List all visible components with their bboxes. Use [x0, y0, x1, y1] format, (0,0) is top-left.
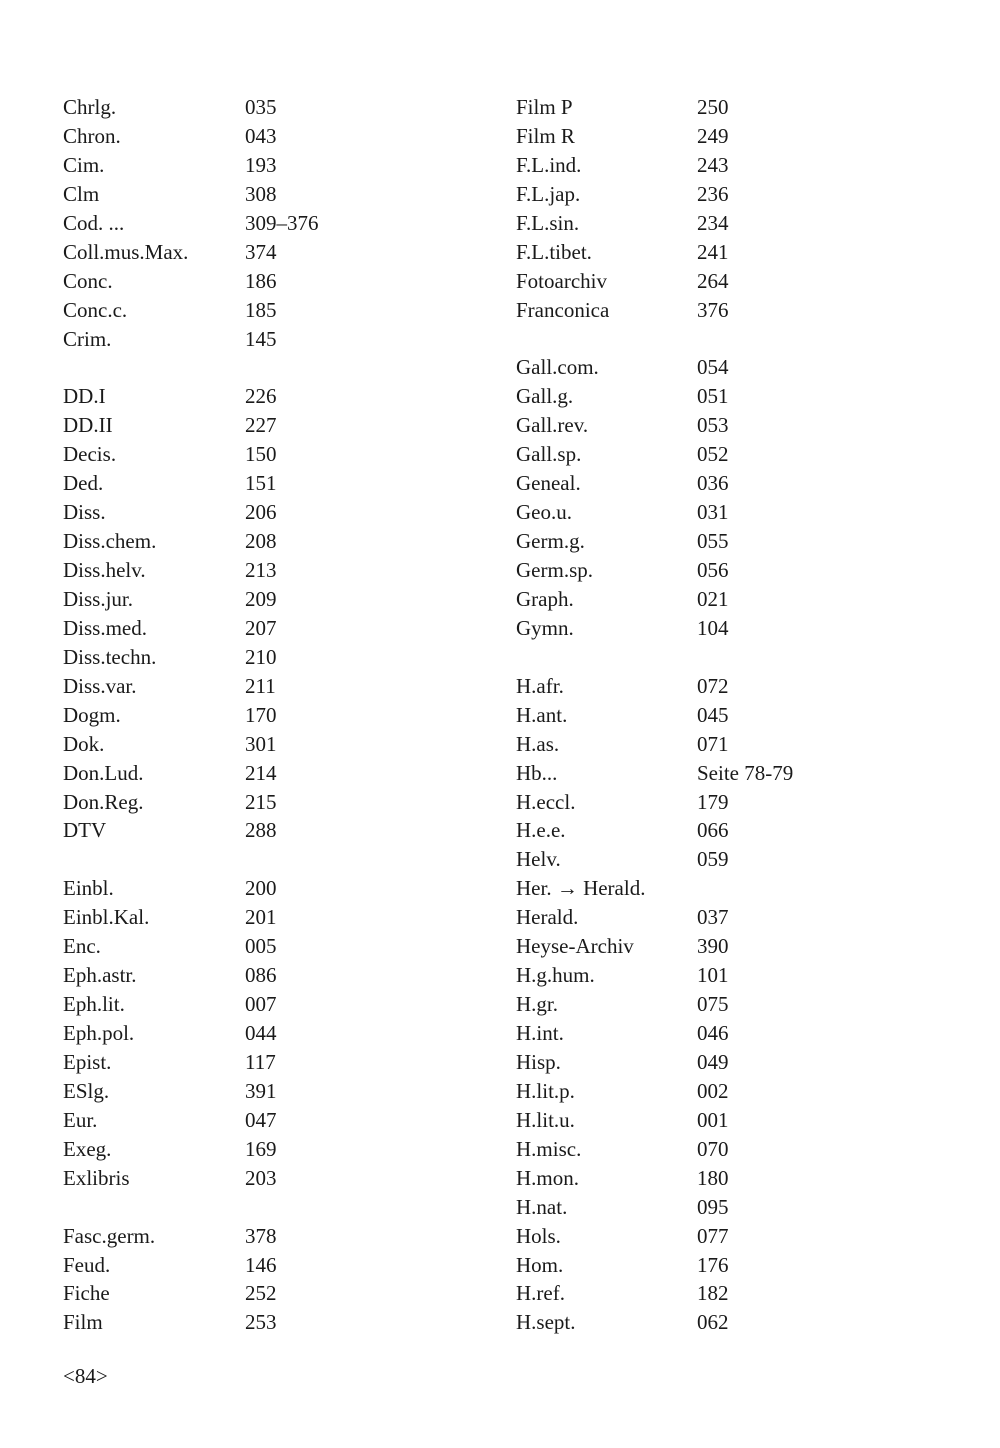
index-entry — [516, 1077, 936, 1106]
index-entry — [63, 672, 443, 701]
entry-abbreviation: Einbl. — [63, 876, 114, 901]
index-entry — [516, 353, 936, 382]
entry-abbreviation: Eph.astr. — [63, 963, 137, 988]
index-entry — [63, 498, 443, 527]
entry-code: 391 — [245, 1078, 277, 1103]
entry-abbreviation: Eph.pol. — [63, 1021, 135, 1045]
entry-abbreviation: H.misc. — [516, 1136, 582, 1161]
entry-abbreviation: Franconica — [516, 297, 610, 322]
entry-code: 241 — [697, 239, 729, 264]
entry-code: 071 — [697, 731, 729, 756]
index-entry — [63, 614, 443, 643]
entry-code: 049 — [697, 1049, 729, 1074]
entry-abbreviation: Diss.techn. — [63, 644, 157, 669]
entry-abbreviation: H.e.e. — [516, 818, 566, 843]
entry-code: 301 — [245, 731, 277, 756]
entry-abbreviation: Diss.chem. — [63, 529, 157, 554]
entry-abbreviation: Chrlg. — [63, 95, 117, 119]
index-entry — [63, 296, 443, 325]
entry-code: 035 — [245, 95, 277, 119]
entry-code: 056 — [697, 558, 729, 582]
entry-abbreviation: Hom. — [516, 1252, 564, 1277]
index-entry — [63, 1106, 443, 1135]
entry-code: 243 — [697, 152, 729, 177]
entry-code: 249 — [697, 123, 729, 148]
entry-code: 376 — [697, 297, 729, 322]
entry-code: 182 — [697, 1281, 729, 1306]
index-entry — [63, 238, 443, 267]
entry-abbreviation: Conc.c. — [63, 297, 128, 322]
entry-abbreviation: Graph. — [516, 586, 574, 611]
index-entry — [516, 238, 936, 267]
index-entry — [516, 151, 936, 180]
entry-code: 176 — [697, 1252, 729, 1277]
index-entry — [63, 1077, 443, 1106]
entry-abbreviation: Conc. — [63, 268, 113, 293]
entry-abbreviation: Germ.sp. — [516, 558, 593, 582]
entry-abbreviation: Epist. — [63, 1049, 112, 1074]
entry-abbreviation: DD.I — [63, 384, 106, 409]
entry-code: 264 — [697, 268, 729, 293]
entry-code: 211 — [245, 673, 276, 698]
entry-code: 203 — [245, 1165, 277, 1190]
entry-abbreviation: ESlg. — [63, 1078, 110, 1103]
entry-code: 117 — [245, 1049, 276, 1074]
index-entry — [516, 382, 936, 411]
index-entry — [63, 874, 443, 903]
entry-abbreviation: H.int. — [516, 1021, 564, 1045]
index-entry — [63, 903, 443, 932]
index-entry — [516, 585, 936, 614]
entry-code: 047 — [245, 1107, 277, 1132]
entry-code: 053 — [697, 413, 729, 438]
entry-code: 045 — [697, 702, 729, 727]
index-entry — [63, 267, 443, 296]
entry-abbreviation: Exeg. — [63, 1136, 112, 1161]
entry-abbreviation: Helv. — [516, 847, 561, 872]
entry-abbreviation: Gall.g. — [516, 384, 574, 409]
index-entry — [63, 440, 443, 469]
index-entry — [63, 759, 443, 788]
entry-abbreviation: H.lit.p. — [516, 1078, 575, 1103]
index-entry — [516, 1048, 936, 1077]
index-entry — [516, 990, 936, 1019]
index-entry — [63, 990, 443, 1019]
entry-abbreviation: Crim. — [63, 326, 112, 351]
entry-abbreviation: Fasc.germ. — [63, 1223, 156, 1248]
entry-code: 007 — [245, 992, 277, 1017]
entry-abbreviation: H.mon. — [516, 1165, 579, 1190]
index-entry — [63, 151, 443, 180]
index-entry — [516, 556, 936, 585]
entry-abbreviation: Hb... — [516, 760, 558, 785]
entry-code: 213 — [245, 558, 277, 582]
entry-abbreviation: Gall.rev. — [516, 413, 589, 438]
entry-code: 043 — [245, 123, 277, 148]
entry-code: 044 — [245, 1021, 277, 1045]
index-entry — [516, 1251, 936, 1280]
index-entry — [63, 556, 443, 585]
entry-code: 186 — [245, 268, 277, 293]
entry-abbreviation: Diss.jur. — [63, 586, 134, 611]
entry-code: 075 — [697, 992, 729, 1017]
entry-abbreviation: Dok. — [63, 731, 105, 756]
entry-abbreviation: H.sept. — [516, 1310, 576, 1335]
entry-code: 104 — [697, 615, 729, 640]
index-entry — [516, 932, 936, 961]
index-entry — [516, 1222, 936, 1251]
entry-code: 210 — [245, 644, 277, 669]
entry-abbreviation: Don.Lud. — [63, 760, 144, 785]
index-entry — [516, 961, 936, 990]
left-index-column — [63, 93, 443, 1337]
index-entry — [516, 1019, 936, 1048]
entry-code: 209 — [245, 586, 277, 611]
index-entry — [63, 1251, 443, 1280]
entry-code: 308 — [245, 181, 277, 206]
entry-code: 051 — [697, 384, 729, 409]
entry-abbreviation: F.L.ind. — [516, 152, 582, 177]
entry-code: 052 — [697, 442, 729, 467]
entry-abbreviation: Enc. — [63, 934, 101, 959]
entry-abbreviation: H.ref. — [516, 1281, 565, 1306]
index-entry — [516, 440, 936, 469]
entry-abbreviation: Her. → Herald. — [516, 876, 646, 901]
entry-code: 150 — [245, 442, 277, 467]
entry-abbreviation: Film R — [516, 123, 575, 148]
entry-code: 062 — [697, 1310, 729, 1335]
entry-abbreviation: Gall.com. — [516, 355, 599, 380]
index-entry — [63, 730, 443, 759]
entry-abbreviation: H.ant. — [516, 702, 568, 727]
entry-code: 101 — [697, 963, 729, 988]
entry-code: 226 — [245, 384, 277, 409]
entry-code: 253 — [245, 1310, 277, 1335]
entry-abbreviation: Diss.helv. — [63, 558, 146, 582]
entry-code: 185 — [245, 297, 277, 322]
entry-abbreviation: H.gr. — [516, 992, 558, 1017]
entry-abbreviation: Don.Reg. — [63, 789, 144, 814]
index-entry — [516, 527, 936, 556]
index-entry — [516, 411, 936, 440]
index-entry — [63, 788, 443, 817]
entry-code: 055 — [697, 529, 729, 554]
entry-code: 077 — [697, 1223, 729, 1248]
entry-abbreviation: F.L.tibet. — [516, 239, 592, 264]
entry-abbreviation: F.L.sin. — [516, 210, 580, 235]
entry-code: 086 — [245, 963, 277, 988]
index-entry — [516, 1164, 936, 1193]
entry-abbreviation: Hols. — [516, 1223, 561, 1248]
index-entry — [63, 382, 443, 411]
index-entry — [516, 672, 936, 701]
entry-code: 054 — [697, 355, 729, 380]
entry-code: 215 — [245, 789, 277, 814]
entry-abbreviation: H.lit.u. — [516, 1107, 575, 1132]
entry-abbreviation: Coll.mus.Max. — [63, 239, 189, 264]
entry-code: 031 — [697, 500, 729, 525]
index-entry — [63, 932, 443, 961]
entry-abbreviation: Exlibris — [63, 1165, 130, 1190]
entry-abbreviation: Eph.lit. — [63, 992, 125, 1017]
entry-abbreviation: Cod. ... — [63, 210, 125, 235]
index-entry — [63, 122, 443, 151]
index-entry — [516, 498, 936, 527]
index-entry — [63, 180, 443, 209]
entry-abbreviation: DD.II — [63, 413, 113, 438]
index-entry — [63, 1048, 443, 1077]
index-entry — [516, 1279, 936, 1308]
entry-code: 193 — [245, 152, 277, 177]
index-entry — [63, 1164, 443, 1193]
entry-code: 390 — [697, 934, 729, 959]
entry-abbreviation: Herald. — [516, 905, 579, 930]
entry-code: 208 — [245, 529, 277, 554]
entry-code: 201 — [245, 905, 277, 930]
section-gap — [63, 845, 443, 874]
entry-code: 207 — [245, 615, 277, 640]
section-gap — [63, 353, 443, 382]
entry-abbreviation: H.eccl. — [516, 789, 576, 814]
index-entry — [63, 1308, 443, 1337]
index-entry — [63, 643, 443, 672]
index-entry — [516, 209, 936, 238]
right-index-column — [516, 93, 936, 1337]
index-entry — [63, 411, 443, 440]
entry-abbreviation: Film — [63, 1310, 103, 1335]
section-gap — [63, 1193, 443, 1222]
index-entry — [516, 469, 936, 498]
entry-code: 200 — [245, 876, 277, 901]
entry-code: 227 — [245, 413, 277, 438]
index-entry — [63, 209, 443, 238]
entry-code: 378 — [245, 1223, 277, 1248]
entry-code: 036 — [697, 471, 729, 496]
entry-abbreviation: Ded. — [63, 471, 104, 496]
entry-abbreviation: H.nat. — [516, 1194, 568, 1219]
index-entry — [516, 267, 936, 296]
index-entry — [516, 93, 936, 122]
index-entry — [516, 1106, 936, 1135]
entry-abbreviation: DTV — [63, 818, 107, 843]
entry-abbreviation: Diss.var. — [63, 673, 137, 698]
entry-code: 072 — [697, 673, 729, 698]
index-entry — [516, 788, 936, 817]
entry-abbreviation: Einbl.Kal. — [63, 905, 150, 930]
entry-code: 234 — [697, 210, 729, 235]
entry-abbreviation: Diss. — [63, 500, 106, 525]
entry-abbreviation: Geneal. — [516, 471, 581, 496]
entry-code: 252 — [245, 1281, 277, 1306]
entry-abbreviation: F.L.jap. — [516, 181, 581, 206]
entry-abbreviation: Diss.med. — [63, 615, 147, 640]
index-entry — [516, 759, 936, 788]
index-entry — [63, 469, 443, 498]
index-entry — [516, 903, 936, 932]
index-entry — [63, 585, 443, 614]
entry-abbreviation: Fiche — [63, 1281, 110, 1306]
index-entry — [516, 816, 936, 845]
index-entry — [63, 1019, 443, 1048]
entry-code: 236 — [697, 181, 729, 206]
entry-code: Seite 78-79 — [697, 760, 794, 785]
index-entry — [516, 874, 936, 903]
entry-abbreviation: Geo.u. — [516, 500, 572, 525]
entry-abbreviation: Cim. — [63, 152, 105, 177]
entry-code: 021 — [697, 586, 729, 611]
index-entry — [63, 1222, 443, 1251]
entry-code: 146 — [245, 1252, 277, 1277]
index-entry — [516, 701, 936, 730]
entry-abbreviation: Dogm. — [63, 702, 121, 727]
index-entry — [63, 701, 443, 730]
entry-code: 309–376 — [245, 210, 319, 235]
entry-code: 288 — [245, 818, 277, 843]
entry-code: 179 — [697, 789, 729, 814]
entry-abbreviation: Gall.sp. — [516, 442, 582, 467]
entry-abbreviation: Film P — [516, 95, 573, 119]
index-entry — [516, 296, 936, 325]
index-entry — [63, 93, 443, 122]
index-entry — [63, 816, 443, 845]
entry-abbreviation: Fotoarchiv — [516, 268, 607, 293]
index-entry — [516, 845, 936, 874]
entry-abbreviation: H.g.hum. — [516, 963, 595, 988]
index-entry — [516, 180, 936, 209]
entry-code: 001 — [697, 1107, 729, 1132]
entry-code: 005 — [245, 934, 277, 959]
entry-abbreviation: Germ.g. — [516, 529, 585, 554]
entry-code: 002 — [697, 1078, 729, 1103]
entry-abbreviation: Decis. — [63, 442, 117, 467]
entry-code: 169 — [245, 1136, 277, 1161]
section-gap — [516, 325, 936, 354]
entry-abbreviation: Eur. — [63, 1107, 98, 1132]
entry-code: 374 — [245, 239, 277, 264]
entry-code: 180 — [697, 1165, 729, 1190]
entry-code: 151 — [245, 471, 277, 496]
entry-code: 250 — [697, 95, 729, 119]
entry-code: 145 — [245, 326, 277, 351]
entry-code: 070 — [697, 1136, 729, 1161]
entry-abbreviation: Clm — [63, 181, 100, 206]
index-entry — [63, 527, 443, 556]
index-entry — [516, 1308, 936, 1337]
entry-code: 066 — [697, 818, 729, 843]
entry-code: 095 — [697, 1194, 729, 1219]
entry-code: 170 — [245, 702, 277, 727]
index-entry — [516, 1193, 936, 1222]
index-entry — [516, 122, 936, 151]
entry-abbreviation: Heyse-Archiv — [516, 934, 634, 959]
entry-code: 059 — [697, 847, 729, 872]
entry-abbreviation: Gymn. — [516, 615, 574, 640]
entry-code: 046 — [697, 1021, 729, 1045]
entry-abbreviation: Feud. — [63, 1252, 111, 1277]
index-entry — [63, 961, 443, 990]
index-entry — [516, 730, 936, 759]
index-entry — [516, 1135, 936, 1164]
entry-code: 206 — [245, 500, 277, 525]
entry-abbreviation: H.afr. — [516, 673, 564, 698]
section-gap — [516, 643, 936, 672]
entry-abbreviation: H.as. — [516, 731, 560, 756]
entry-abbreviation: Hisp. — [516, 1049, 561, 1074]
index-entry — [63, 1279, 443, 1308]
index-entry — [63, 1135, 443, 1164]
page-number: <84> — [63, 1364, 108, 1388]
index-entry — [63, 325, 443, 354]
entry-code: 037 — [697, 905, 729, 930]
index-entry — [516, 614, 936, 643]
entry-abbreviation: Chron. — [63, 123, 121, 148]
entry-code: 214 — [245, 760, 277, 785]
